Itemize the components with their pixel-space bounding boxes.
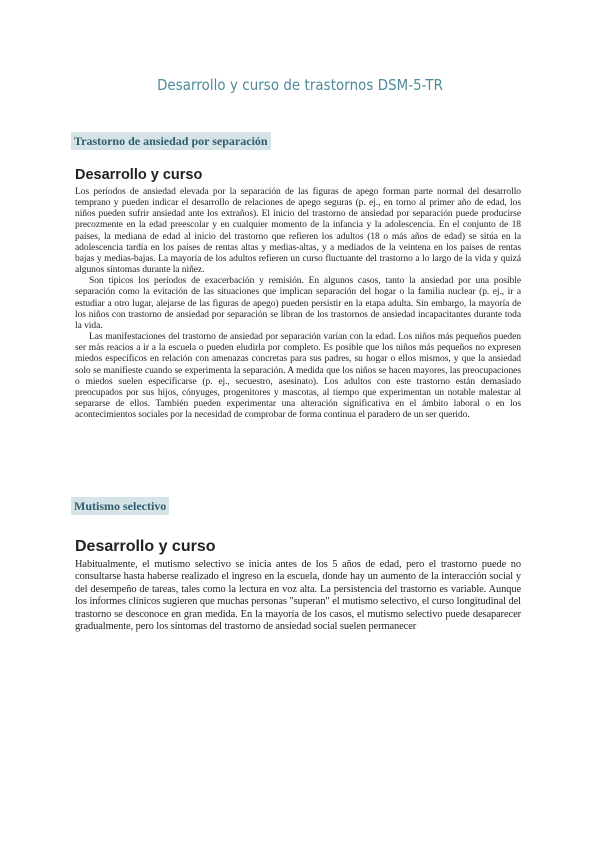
section-body-separation-anxiety [75, 187, 521, 421]
paragraph: Son típicos los períodos de exacerbación y remisión. En algunos casos, tanto la ansiedad por una posible separación como la evitación de las situaciones que implican separación del hogar o la familia nuclear (p. ej., ir a estudiar a otro lugar, alejarse de las figuras de apego) pueden persistir en la etapa adulta. Sin embargo, la mayoría de los niños con trastorno de ansiedad por separación se libran de los trastornos de ansiedad incapacitantes durante toda la vida. [75, 276, 521, 331]
section-label-selective-mutism: Mutismo selectivo [71, 497, 169, 515]
paragraph: Los períodos de ansiedad elevada por la separación de las figuras de apego forman parte normal del desarrollo temprano y pueden indicar el desarrollo de relaciones de apego seguras (p. ej., en torno al primer año de edad, los niños pueden sufrir ansiedad ante los extraños). El inicio del trastorno de ansiedad por separación puede producirse precozmente en la edad preescolar y en cualquier momento de la infancia y la adolescencia. En el conjunto de 18 países, la mediana de edad al inicio del trastorno que refieren los adultos (18 o más años de edad) se sitúa en la adolescencia tardía en los países de rentas altas y medias-altas, y a mediados de la veintena en los países de rentas bajas y medias-bajas. La mayoría de los adultos refieren un curso fluctuante del trastorno a lo largo de la vida y quizá algunos síntomas durante la niñez. [75, 187, 521, 276]
section-label-separation-anxiety: Trastorno de ansiedad por separación [71, 132, 271, 150]
document-title: Desarrollo y curso de trastornos DSM-5-TR [157, 76, 443, 94]
section-heading: Desarrollo y curso [75, 167, 203, 183]
paragraph: Habitualmente, el mutismo selectivo se inicia antes de los 5 años de edad, pero el trastorno puede no consultarse hasta haberse realizado el ingreso en la escuela, donde hay un aumento de la interacción social y del desempeño de tareas, tales como la lectura en voz alta. La persistencia del trastorno es variable. Aunque los informes clínicos sugieren que muchas personas "superan" el mutismo selectivo, el curso longitudinal del trastorno se desconoce en gran medida. En la mayoría de los casos, el mutismo selectivo puede desaparecer gradualmente, pero los síntomas del trastorno de ansiedad social suelen permanecer [75, 559, 521, 633]
section-heading: Desarrollo y curso [75, 538, 216, 555]
paragraph: Las manifestaciones del trastorno de ansiedad por separación varían con la edad. Los niños más pequeños pueden ser más reacios a ir a la escuela o pueden eludirla por completo. Es posible que los niños más pequeños no expresen miedos específicos en relación con amenazas concretas para sus padres, su hogar o ellos mismos, y que la ansiedad solo se manifieste cuando se experimenta la separación. A medida que los niños se hacen mayores, las preocupaciones o miedos suelen especificarse (p. ej., secuestro, asesinato). Los adultos con este trastorno están demasiado preocupados por sus hijos, cónyuges, progenitores y mascotas, al tiempo que experimentan un notable malestar al separarse de ellos. También pueden experimentar una alteración significativa en el ámbito laboral o en los acontecimientos sociales por la necesidad de comprobar de forma continua el paradero de un ser querido. [75, 332, 521, 421]
section-body-selective-mutism [75, 559, 521, 633]
